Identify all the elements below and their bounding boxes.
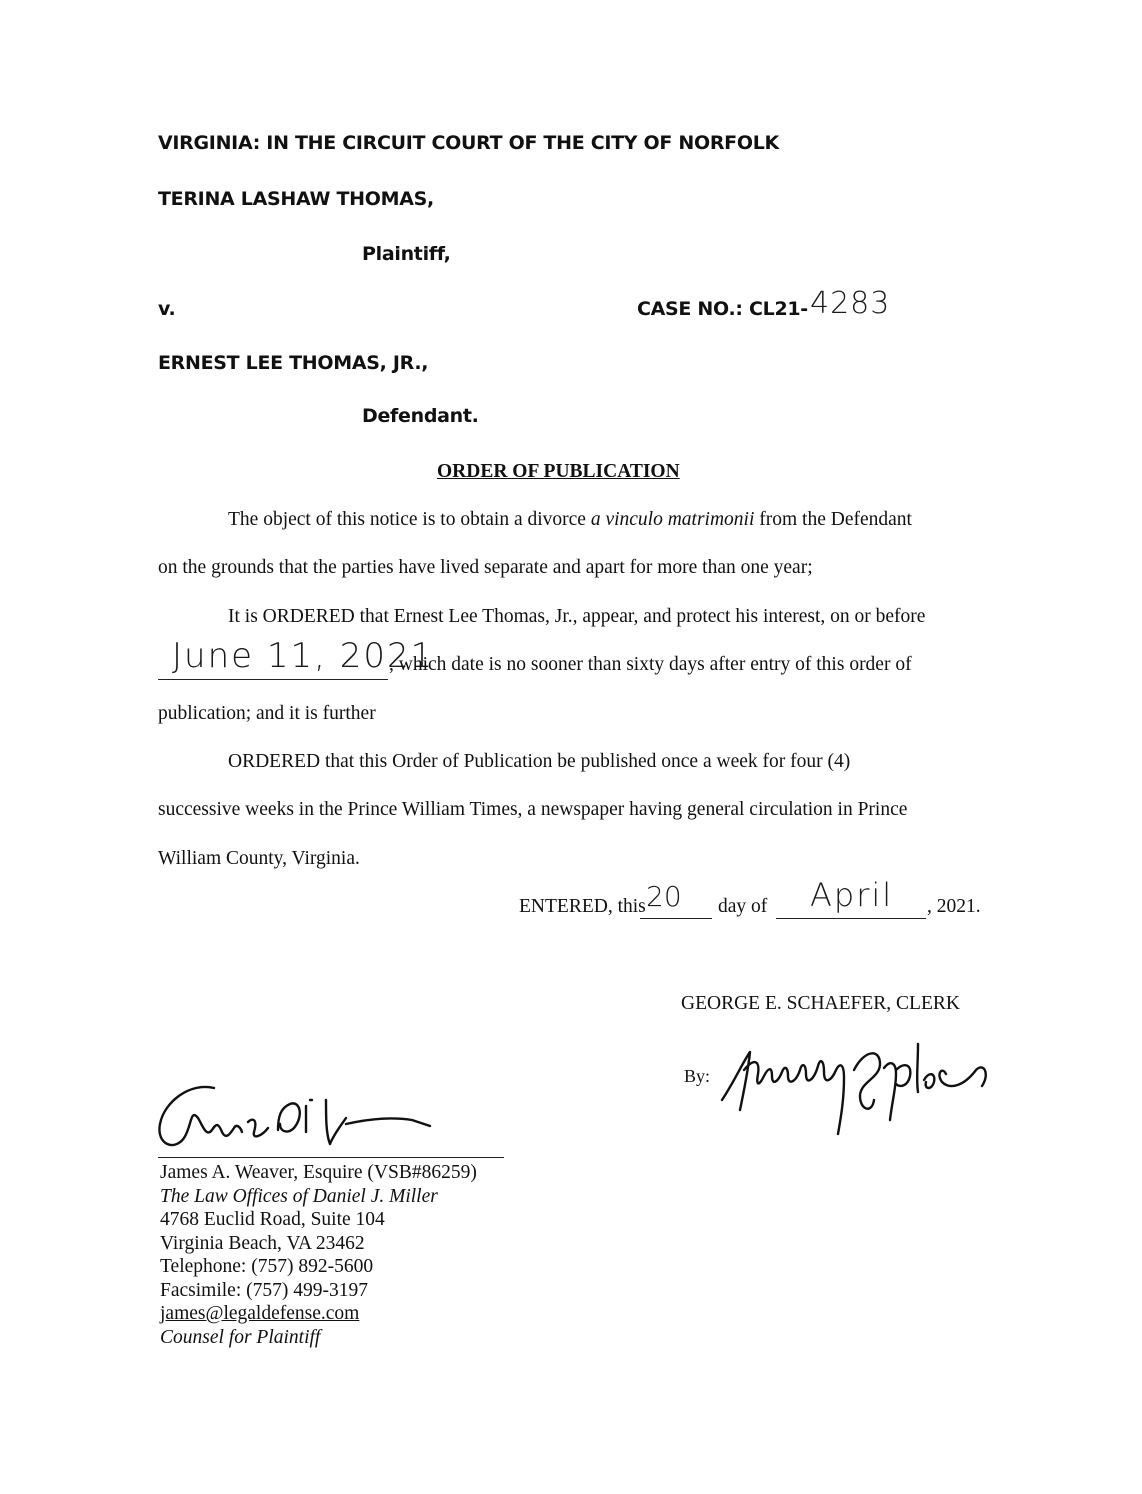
p1-text-b: from the Defendant	[754, 509, 912, 530]
entered-year: , 2021.	[927, 896, 981, 917]
attorney-role: Counsel for Plaintiff	[160, 1326, 321, 1348]
entered-prefix: ENTERED, this	[519, 896, 646, 917]
p1-text-a: The object of this notice is to obtain a divorce	[228, 509, 591, 530]
paragraph-3-line-1: ORDERED that this Order of Publication be published once a week for four (4)	[228, 751, 851, 772]
paragraph-1-line-2: on the grounds that the parties have lived separate and apart for more than one year;	[158, 557, 813, 578]
paragraph-3-line-2: successive weeks in the Prince William Times, a newspaper having general circulation in Prince	[158, 799, 908, 820]
defendant-name: ERNEST LEE THOMAS, JR.,	[158, 352, 429, 374]
paragraph-2-line-1: It is ORDERED that Ernest Lee Thomas, Jr., appear, and protect his interest, on or before	[228, 606, 926, 627]
attorney-telephone: Telephone: (757) 892-5600	[160, 1256, 374, 1277]
attorney-name: James A. Weaver, Esquire (VSB#86259)	[160, 1162, 477, 1183]
entered-month-handwritten: April	[810, 876, 894, 914]
clerk-name: GEORGE E. SCHAEFER, CLERK	[681, 993, 960, 1014]
paragraph-2-line-2: , which date is no sooner than sixty days after entry of this order of	[389, 654, 912, 675]
attorney-firm: The Law Offices of Daniel J. Miller	[160, 1185, 438, 1207]
clerk-by-label: By:	[684, 1066, 711, 1086]
p1-latin-phrase: a vinculo matrimonii	[590, 509, 755, 530]
plaintiff-name: TERINA LASHAW THOMAS,	[158, 188, 434, 210]
attorney-facsimile: Facsimile: (757) 499-3197	[160, 1279, 368, 1301]
versus: v.	[158, 298, 176, 320]
entered-day-handwritten: 20	[646, 880, 682, 913]
clerk-signature	[714, 1030, 1004, 1140]
paragraph-1-line-1	[228, 510, 912, 530]
attorney-signature	[150, 1078, 450, 1163]
defendant-role: Defendant.	[362, 405, 479, 427]
attorney-email[interactable]: james@legaldefense.com	[160, 1303, 360, 1324]
plaintiff-role: Plaintiff,	[362, 243, 451, 265]
appearance-date-blank-line	[158, 679, 388, 680]
case-number-label: CASE NO.: CL21-	[637, 298, 808, 320]
paragraph-3-line-3: William County, Virginia.	[158, 848, 360, 869]
attorney-address-line-2: Virginia Beach, VA 23462	[160, 1232, 365, 1254]
attorney-block	[160, 1161, 477, 1349]
appearance-date-handwritten: June 11, 2021	[172, 636, 435, 676]
attorney-address-line-1: 4768 Euclid Road, Suite 104	[160, 1209, 385, 1230]
entered-month-blank-line	[776, 918, 926, 919]
entered-day-of: day of	[718, 896, 768, 917]
order-title: ORDER OF PUBLICATION	[437, 461, 680, 482]
attorney-signature-line	[158, 1157, 504, 1158]
court-heading: VIRGINIA: IN THE CIRCUIT COURT OF THE CITY OF NORFOLK	[158, 132, 779, 154]
paragraph-2-line-3: publication; and it is further	[158, 703, 376, 724]
case-number-handwritten: 4283	[810, 286, 891, 321]
entered-day-blank-line	[640, 918, 712, 919]
